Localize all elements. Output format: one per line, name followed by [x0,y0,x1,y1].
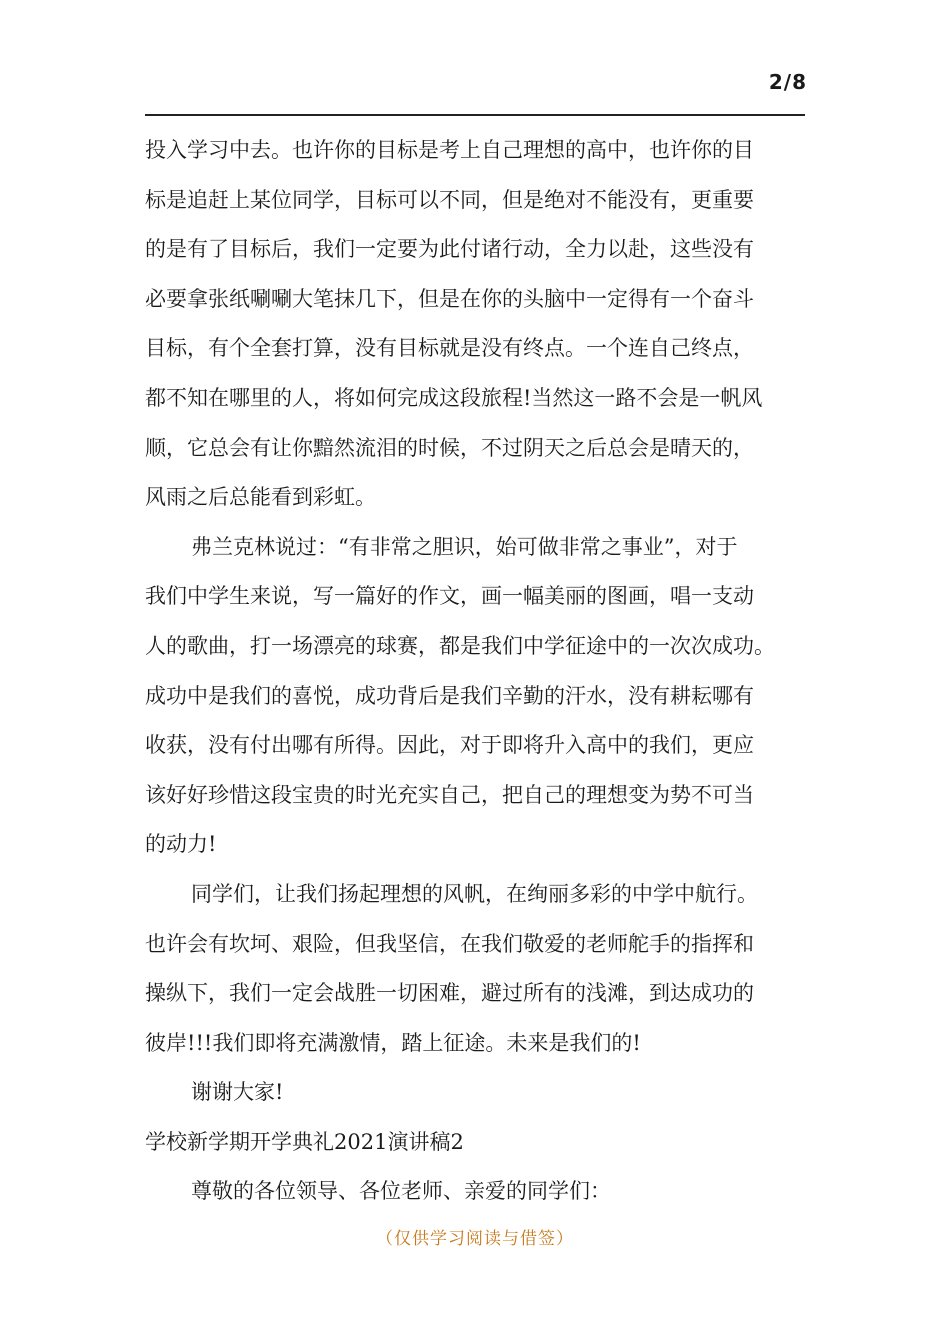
text-line: 标是追赶上某位同学，目标可以不同，但是绝对不能没有，更重要 [145,187,754,212]
text-line: 的是有了目标后，我们一定要为此付诸行动，全力以赴，这些没有 [145,237,754,262]
text-line: 我们中学生来说，写一篇好的作文，画一幅美丽的图画，唱一支动 [145,584,754,609]
text-line: 风雨之后总能看到彩虹。 [145,485,376,510]
text-line: 的动力! [145,832,217,857]
text-line: 也许会有坎坷、艰险，但我坚信，在我们敬爱的老师舵手的指挥和 [145,931,754,956]
page-number: 2/8 [768,70,807,94]
text-line: 彼岸!!!我们即将充满激情，踏上征途。未来是我们的! [145,1030,641,1055]
text-line: 都不知在哪里的人，将如何完成这段旅程!当然这一路不会是一帆风 [145,385,763,410]
document-body [145,126,815,1217]
text-line: 目标，有个全套打算，没有目标就是没有终点。一个连自己终点， [145,336,754,361]
text-line: 成功中是我们的喜悦，成功背后是我们辛勤的汗水，没有耕耘哪有 [145,683,754,708]
header-divider [145,114,805,116]
text-line: 该好好珍惜这段宝贵的时光充实自己，把自己的理想变为势不可当 [145,782,754,807]
salutation-line: 尊敬的各位领导、各位老师、亲爱的同学们： [191,1179,611,1204]
text-line: 投入学习中去。也许你的目标是考上自己理想的高中，也许你的目 [145,138,754,162]
text-line: 收获，没有付出哪有所得。因此，对于即将升入高中的我们，更应 [145,733,754,758]
section-title: 学校新学期开学典礼2021演讲稿2 [145,1129,464,1154]
paragraph-start-line: 同学们，让我们扬起理想的风帆，在绚丽多彩的中学中航行。 [191,881,758,906]
text-line: 必要拿张纸唰唰大笔抹几下，但是在你的头脑中一定得有一个奋斗 [145,286,754,311]
text-line: 人的歌曲，打一场漂亮的球赛，都是我们中学征途中的一次次成功。 [145,633,775,658]
footer-note: （仅供学习阅读与借签） [376,1229,574,1249]
closing-line: 谢谢大家! [191,1080,284,1105]
text-line: 操纵下，我们一定会战胜一切困难，避过所有的浅滩，到达成功的 [145,981,754,1006]
paragraph-start-line: 弗兰克林说过：“有非常之胆识，始可做非常之事业”，对于 [191,534,738,559]
text-line: 顺，它总会有让你黯然流泪的时候，不过阴天之后总会是晴天的， [145,435,754,460]
